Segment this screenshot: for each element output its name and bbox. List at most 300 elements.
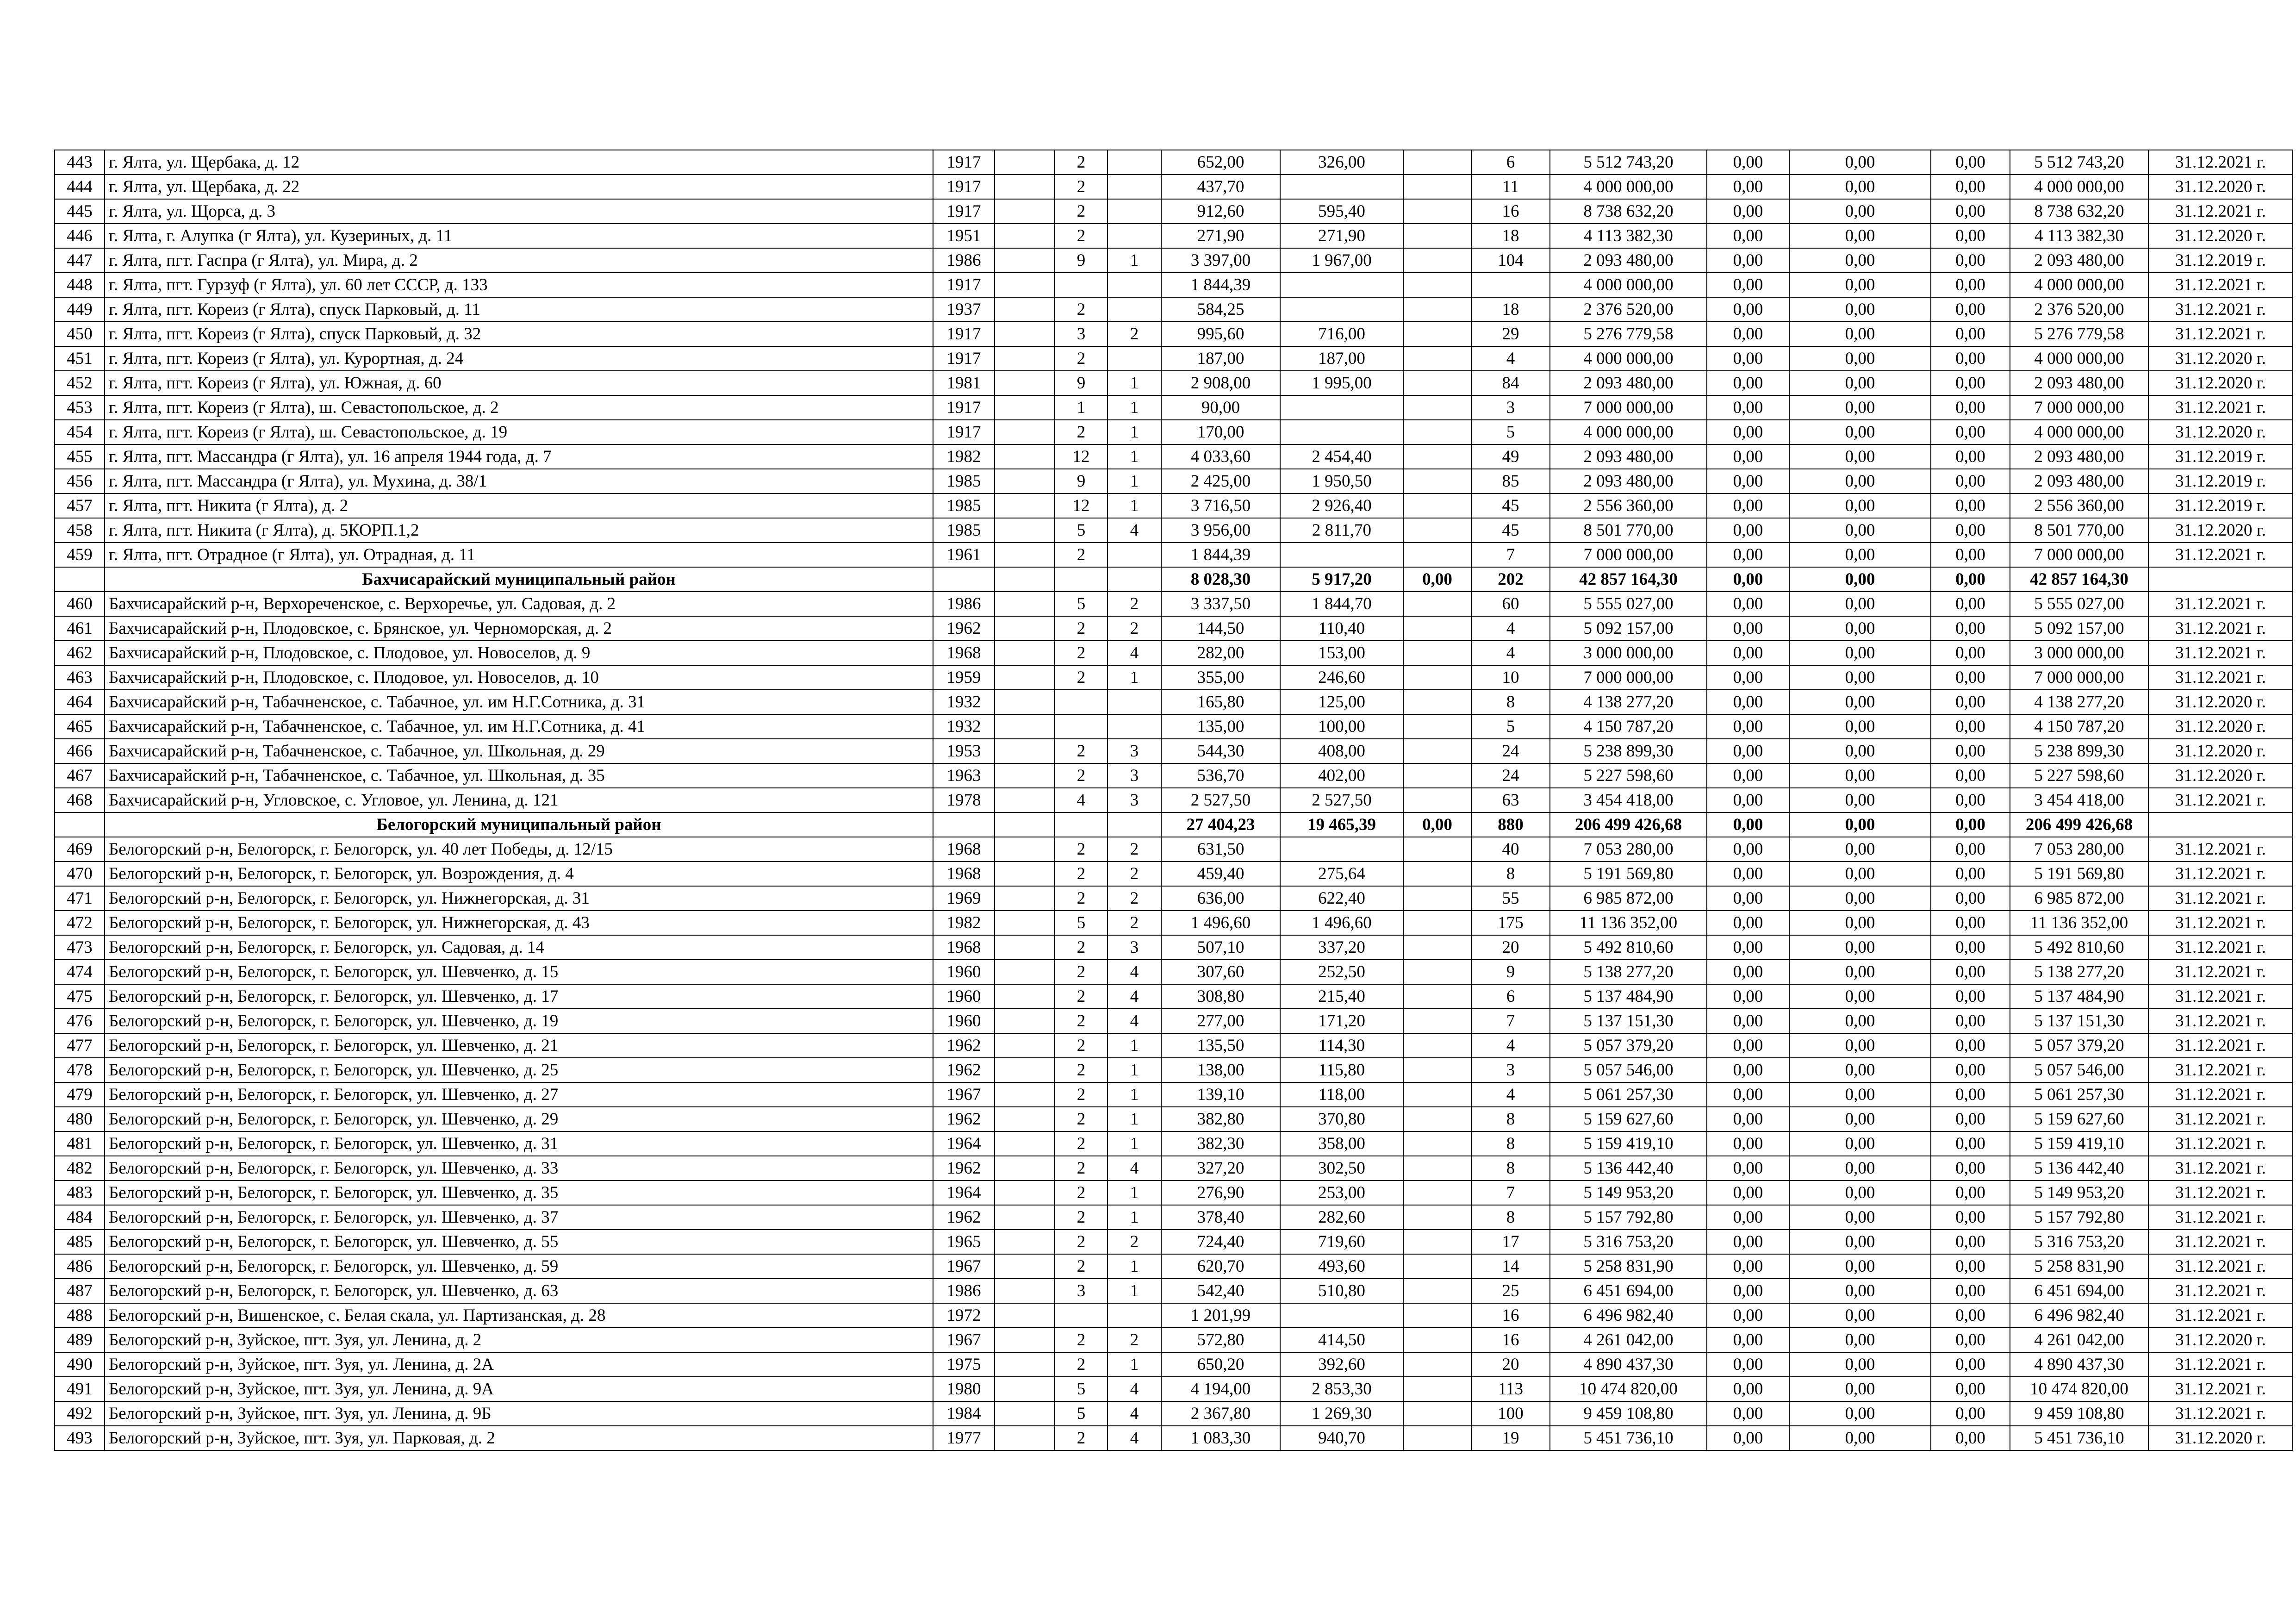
row-number-cell: 469 [55,837,105,862]
living-area-cell: 940,70 [1280,1426,1403,1450]
living-area-cell: 2 527,50 [1280,788,1403,812]
build-year-cell: 1969 [933,886,995,911]
entrances-cell [1108,224,1161,248]
table-row [55,469,2293,493]
repair-cost-cell: 2 093 480,00 [1550,469,1707,493]
column-8-cell [1403,1033,1471,1058]
fund-3-cell: 0,00 [1931,911,2010,935]
fund-2-cell: 0,00 [1789,1033,1931,1058]
build-year-cell: 1917 [933,273,995,297]
residents-cell: 5 [1471,714,1550,739]
repair-cost-cell: 7 000 000,00 [1550,395,1707,420]
fund-1-cell: 0,00 [1707,1131,1789,1156]
address-cell: Белогорский р-н, Белогорск, г. Белогорск, ул. Шевченко, д. 27 [105,1082,933,1107]
floors-cell [1055,812,1108,837]
column-8-cell [1403,616,1471,641]
fund-3-cell: 0,00 [1931,862,2010,886]
total-cost-cell: 4 000 000,00 [2010,273,2148,297]
residents-cell: 8 [1471,1156,1550,1181]
table-row [55,1033,2293,1058]
fund-1-cell: 0,00 [1707,1303,1789,1328]
living-area-cell: 1 950,50 [1280,469,1403,493]
address-cell: Белогорский р-н, Белогорск, г. Белогорск, ул. Садовая, д. 14 [105,935,933,960]
floors-cell: 2 [1055,616,1108,641]
floors-cell: 5 [1055,518,1108,543]
address-cell: Белогорский р-н, Белогорск, г. Белогорск, ул. Шевченко, д. 37 [105,1205,933,1230]
residents-cell: 24 [1471,739,1550,763]
living-area-cell: 408,00 [1280,739,1403,763]
floors-cell: 2 [1055,1082,1108,1107]
entrances-cell: 2 [1108,862,1161,886]
column-3-cell [995,739,1055,763]
entrances-cell: 1 [1108,1033,1161,1058]
column-8-cell [1403,641,1471,665]
total-area-cell: 3 716,50 [1161,493,1280,518]
floors-cell: 12 [1055,493,1108,518]
total-area-cell: 4 194,00 [1161,1377,1280,1401]
table-row [55,1009,2293,1033]
living-area-cell: 716,00 [1280,322,1403,346]
fund-1-cell: 0,00 [1707,1230,1789,1254]
total-area-cell: 3 337,50 [1161,592,1280,616]
fund-1-cell: 0,00 [1707,322,1789,346]
living-area-cell: 622,40 [1280,886,1403,911]
total-area-cell: 1 844,39 [1161,273,1280,297]
fund-2-cell: 0,00 [1789,1082,1931,1107]
completion-date-cell: 31.12.2021 г. [2148,788,2293,812]
completion-date-cell: 31.12.2021 г. [2148,395,2293,420]
living-area-cell: 5 917,20 [1280,567,1403,592]
floors-cell: 2 [1055,665,1108,690]
total-cost-cell: 2 093 480,00 [2010,469,2148,493]
address-cell: Бахчисарайский р-н, Угловское, с. Угловое, ул. Ленина, д. 121 [105,788,933,812]
address-cell: Белогорский р-н, Вишенское, с. Белая скала, ул. Партизанская, д. 28 [105,1303,933,1328]
living-area-cell: 2 454,40 [1280,444,1403,469]
total-area-cell: 631,50 [1161,837,1280,862]
repair-cost-cell: 2 093 480,00 [1550,444,1707,469]
total-cost-cell: 3 000 000,00 [2010,641,2148,665]
column-3-cell [995,714,1055,739]
build-year-cell: 1960 [933,984,995,1009]
total-cost-cell: 4 150 787,20 [2010,714,2148,739]
residents-cell: 8 [1471,1107,1550,1131]
total-cost-cell: 2 093 480,00 [2010,248,2148,273]
table-row [55,150,2293,175]
repair-cost-cell: 5 136 442,40 [1550,1156,1707,1181]
build-year-cell: 1968 [933,641,995,665]
row-number-cell: 452 [55,371,105,395]
residents-cell: 49 [1471,444,1550,469]
total-area-cell: 3 397,00 [1161,248,1280,273]
fund-2-cell: 0,00 [1789,1401,1931,1426]
build-year-cell: 1986 [933,1279,995,1303]
column-8-cell [1403,592,1471,616]
residents-cell: 880 [1471,812,1550,837]
floors-cell: 2 [1055,1205,1108,1230]
column-3-cell [995,567,1055,592]
column-8-cell [1403,886,1471,911]
completion-date-cell: 31.12.2021 г. [2148,1156,2293,1181]
residents-cell: 55 [1471,886,1550,911]
fund-2-cell: 0,00 [1789,150,1931,175]
repair-cost-cell: 6 496 982,40 [1550,1303,1707,1328]
column-3-cell [995,886,1055,911]
residents-cell: 45 [1471,493,1550,518]
fund-1-cell: 0,00 [1707,984,1789,1009]
column-3-cell [995,346,1055,371]
fund-1-cell: 0,00 [1707,862,1789,886]
fund-3-cell: 0,00 [1931,1181,2010,1205]
fund-3-cell: 0,00 [1931,297,2010,322]
living-area-cell: 275,64 [1280,862,1403,886]
living-area-cell [1280,297,1403,322]
repair-cost-cell: 5 138 277,20 [1550,960,1707,984]
column-8-cell: 0,00 [1403,567,1471,592]
build-year-cell: 1968 [933,935,995,960]
fund-1-cell: 0,00 [1707,935,1789,960]
fund-3-cell: 0,00 [1931,1205,2010,1230]
total-cost-cell: 7 053 280,00 [2010,837,2148,862]
row-number-cell: 476 [55,1009,105,1033]
living-area-cell: 114,30 [1280,1033,1403,1058]
fund-2-cell: 0,00 [1789,837,1931,862]
living-area-cell [1280,837,1403,862]
fund-3-cell: 0,00 [1931,739,2010,763]
fund-3-cell: 0,00 [1931,1377,2010,1401]
entrances-cell: 2 [1108,837,1161,862]
residents-cell: 45 [1471,518,1550,543]
total-area-cell: 170,00 [1161,420,1280,444]
floors-cell: 2 [1055,960,1108,984]
total-cost-cell: 2 093 480,00 [2010,444,2148,469]
total-cost-cell: 5 227 598,60 [2010,763,2148,788]
column-3-cell [995,543,1055,567]
fund-2-cell: 0,00 [1789,395,1931,420]
table-row [55,1082,2293,1107]
total-cost-cell: 5 159 627,60 [2010,1107,2148,1131]
column-3-cell [995,763,1055,788]
build-year-cell: 1962 [933,1205,995,1230]
total-cost-cell: 5 276 779,58 [2010,322,2148,346]
fund-2-cell: 0,00 [1789,641,1931,665]
table-row [55,960,2293,984]
total-cost-cell: 8 738 632,20 [2010,199,2148,224]
row-number-cell: 445 [55,199,105,224]
fund-3-cell: 0,00 [1931,1058,2010,1082]
fund-3-cell: 0,00 [1931,935,2010,960]
column-3-cell [995,837,1055,862]
entrances-cell: 2 [1108,911,1161,935]
entrances-cell: 1 [1108,1082,1161,1107]
table-row [55,346,2293,371]
total-cost-cell: 9 459 108,80 [2010,1401,2148,1426]
entrances-cell: 1 [1108,444,1161,469]
repair-cost-cell: 4 000 000,00 [1550,273,1707,297]
column-8-cell [1403,665,1471,690]
build-year-cell: 1917 [933,175,995,199]
fund-1-cell: 0,00 [1707,567,1789,592]
total-cost-cell: 7 000 000,00 [2010,395,2148,420]
fund-3-cell: 0,00 [1931,788,2010,812]
total-cost-cell: 2 093 480,00 [2010,371,2148,395]
build-year-cell: 1962 [933,1033,995,1058]
fund-1-cell: 0,00 [1707,911,1789,935]
completion-date-cell: 31.12.2021 г. [2148,911,2293,935]
column-8-cell [1403,1401,1471,1426]
total-cost-cell: 7 000 000,00 [2010,665,2148,690]
fund-2-cell: 0,00 [1789,616,1931,641]
column-8-cell [1403,175,1471,199]
completion-date-cell: 31.12.2021 г. [2148,1107,2293,1131]
column-3-cell [995,788,1055,812]
floors-cell: 2 [1055,1181,1108,1205]
column-8-cell [1403,199,1471,224]
total-cost-cell: 5 061 257,30 [2010,1082,2148,1107]
repair-cost-cell: 5 137 484,90 [1550,984,1707,1009]
fund-1-cell: 0,00 [1707,469,1789,493]
district-subtotal-row [55,567,2293,592]
column-8-cell [1403,911,1471,935]
address-cell: г. Ялта, пгт. Кореиз (г Ялта), спуск Парковый, д. 11 [105,297,933,322]
row-number-cell: 461 [55,616,105,641]
row-number-cell: 468 [55,788,105,812]
repair-cost-cell: 5 227 598,60 [1550,763,1707,788]
entrances-cell: 3 [1108,935,1161,960]
total-cost-cell: 4 000 000,00 [2010,175,2148,199]
build-year-cell: 1959 [933,665,995,690]
column-3-cell [995,175,1055,199]
fund-1-cell: 0,00 [1707,1401,1789,1426]
residents-cell: 16 [1471,1328,1550,1352]
fund-1-cell: 0,00 [1707,371,1789,395]
fund-2-cell: 0,00 [1789,567,1931,592]
repair-cost-cell: 11 136 352,00 [1550,911,1707,935]
completion-date-cell: 31.12.2020 г. [2148,371,2293,395]
living-area-cell [1280,395,1403,420]
repair-cost-cell: 5 092 157,00 [1550,616,1707,641]
address-cell: Бахчисарайский р-н, Табачненское, с. Табачное, ул. им Н.Г.Сотника, д. 41 [105,714,933,739]
column-8-cell [1403,1230,1471,1254]
living-area-cell: 1 844,70 [1280,592,1403,616]
column-3-cell [995,1254,1055,1279]
floors-cell [1055,714,1108,739]
repair-cost-cell: 4 113 382,30 [1550,224,1707,248]
entrances-cell: 4 [1108,641,1161,665]
entrances-cell: 1 [1108,420,1161,444]
fund-1-cell: 0,00 [1707,1254,1789,1279]
total-cost-cell: 5 137 484,90 [2010,984,2148,1009]
completion-date-cell: 31.12.2019 г. [2148,469,2293,493]
row-number-cell: 491 [55,1377,105,1401]
address-cell: Белогорский р-н, Белогорск, г. Белогорск, ул. Шевченко, д. 25 [105,1058,933,1082]
fund-2-cell: 0,00 [1789,1303,1931,1328]
fund-1-cell: 0,00 [1707,1426,1789,1450]
column-3-cell [995,297,1055,322]
repair-cost-cell: 5 149 953,20 [1550,1181,1707,1205]
row-number-cell: 463 [55,665,105,690]
entrances-cell: 4 [1108,960,1161,984]
fund-3-cell: 0,00 [1931,371,2010,395]
fund-2-cell: 0,00 [1789,175,1931,199]
fund-1-cell: 0,00 [1707,1181,1789,1205]
repair-cost-cell: 5 159 419,10 [1550,1131,1707,1156]
table-row [55,837,2293,862]
table-row [55,297,2293,322]
build-year-cell: 1967 [933,1254,995,1279]
column-3-cell [995,1131,1055,1156]
living-area-cell: 493,60 [1280,1254,1403,1279]
address-cell: Белогорский р-н, Зуйское, пгт. Зуя, ул. Ленина, д. 2А [105,1352,933,1377]
repair-cost-cell: 8 501 770,00 [1550,518,1707,543]
build-year-cell: 1978 [933,788,995,812]
entrances-cell: 2 [1108,886,1161,911]
column-3-cell [995,469,1055,493]
build-year-cell: 1953 [933,739,995,763]
build-year-cell: 1981 [933,371,995,395]
column-3-cell [995,395,1055,420]
column-3-cell [995,1230,1055,1254]
fund-1-cell: 0,00 [1707,444,1789,469]
completion-date-cell: 31.12.2021 г. [2148,1033,2293,1058]
completion-date-cell: 31.12.2021 г. [2148,1009,2293,1033]
completion-date-cell [2148,567,2293,592]
build-year-cell: 1917 [933,395,995,420]
fund-2-cell: 0,00 [1789,984,1931,1009]
column-8-cell [1403,788,1471,812]
floors-cell: 3 [1055,1279,1108,1303]
entrances-cell: 1 [1108,1107,1161,1131]
fund-1-cell: 0,00 [1707,763,1789,788]
table-row [55,739,2293,763]
fund-2-cell: 0,00 [1789,420,1931,444]
residents-cell: 18 [1471,224,1550,248]
residents-cell [1471,273,1550,297]
total-cost-cell: 5 451 736,10 [2010,1426,2148,1450]
table-row [55,592,2293,616]
fund-1-cell: 0,00 [1707,788,1789,812]
address-cell: Белогорский р-н, Зуйское, пгт. Зуя, ул. Ленина, д. 9А [105,1377,933,1401]
fund-3-cell: 0,00 [1931,1279,2010,1303]
column-3-cell [995,371,1055,395]
column-8-cell [1403,1156,1471,1181]
table-row [55,1058,2293,1082]
total-cost-cell: 4 890 437,30 [2010,1352,2148,1377]
table-row [55,1328,2293,1352]
row-number-cell: 485 [55,1230,105,1254]
entrances-cell: 1 [1108,1181,1161,1205]
repair-cost-cell: 9 459 108,80 [1550,1401,1707,1426]
column-8-cell [1403,1377,1471,1401]
column-3-cell [995,1377,1055,1401]
total-area-cell: 459,40 [1161,862,1280,886]
fund-3-cell: 0,00 [1931,420,2010,444]
build-year-cell: 1967 [933,1328,995,1352]
fund-3-cell: 0,00 [1931,1328,2010,1352]
living-area-cell [1280,420,1403,444]
residents-cell: 84 [1471,371,1550,395]
address-cell: г. Ялта, г. Алупка (г Ялта), ул. Кузериных, д. 11 [105,224,933,248]
residents-cell: 16 [1471,199,1550,224]
fund-2-cell: 0,00 [1789,297,1931,322]
total-area-cell: 544,30 [1161,739,1280,763]
row-number-cell: 462 [55,641,105,665]
repair-cost-cell: 4 000 000,00 [1550,346,1707,371]
total-area-cell: 542,40 [1161,1279,1280,1303]
fund-2-cell: 0,00 [1789,1181,1931,1205]
column-8-cell [1403,1205,1471,1230]
completion-date-cell: 31.12.2021 г. [2148,1279,2293,1303]
total-cost-cell: 5 057 546,00 [2010,1058,2148,1082]
entrances-cell: 2 [1108,616,1161,641]
floors-cell: 2 [1055,984,1108,1009]
entrances-cell: 4 [1108,1156,1161,1181]
living-area-cell: 253,00 [1280,1181,1403,1205]
build-year-cell: 1932 [933,714,995,739]
entrances-cell: 1 [1108,1131,1161,1156]
total-area-cell: 636,00 [1161,886,1280,911]
column-3-cell [995,1279,1055,1303]
column-8-cell [1403,1107,1471,1131]
address-cell: Белогорский р-н, Белогорск, г. Белогорск, ул. 40 лет Победы, д. 12/15 [105,837,933,862]
fund-3-cell: 0,00 [1931,886,2010,911]
row-number-cell: 464 [55,690,105,714]
completion-date-cell: 31.12.2021 г. [2148,199,2293,224]
column-8-cell [1403,224,1471,248]
fund-2-cell: 0,00 [1789,1058,1931,1082]
total-area-cell: 437,70 [1161,175,1280,199]
fund-1-cell: 0,00 [1707,493,1789,518]
living-area-cell: 337,20 [1280,935,1403,960]
entrances-cell: 1 [1108,1205,1161,1230]
entrances-cell [1108,543,1161,567]
completion-date-cell: 31.12.2021 г. [2148,641,2293,665]
entrances-cell [1108,346,1161,371]
entrances-cell [1108,1303,1161,1328]
fund-3-cell: 0,00 [1931,518,2010,543]
column-8-cell [1403,346,1471,371]
table-row [55,199,2293,224]
address-cell: г. Ялта, пгт. Кореиз (г Ялта), ул. Южная, д. 60 [105,371,933,395]
completion-date-cell: 31.12.2019 г. [2148,444,2293,469]
living-area-cell: 252,50 [1280,960,1403,984]
table-row [55,862,2293,886]
floors-cell: 9 [1055,371,1108,395]
fund-3-cell: 0,00 [1931,1107,2010,1131]
row-number-cell: 455 [55,444,105,469]
row-number-cell: 443 [55,150,105,175]
residents-cell: 29 [1471,322,1550,346]
repair-cost-cell: 206 499 426,68 [1550,812,1707,837]
row-number-cell: 482 [55,1156,105,1181]
document-page [54,150,2266,1451]
column-3-cell [995,1401,1055,1426]
column-3-cell [995,911,1055,935]
repair-cost-cell: 5 137 151,30 [1550,1009,1707,1033]
fund-2-cell: 0,00 [1789,273,1931,297]
residents-cell: 202 [1471,567,1550,592]
total-area-cell: 2 367,80 [1161,1401,1280,1426]
entrances-cell: 1 [1108,1254,1161,1279]
fund-1-cell: 0,00 [1707,616,1789,641]
build-year-cell: 1917 [933,322,995,346]
address-cell: г. Ялта, пгт. Массандра (г Ялта), ул. 16 апреля 1944 года, д. 7 [105,444,933,469]
residents-cell: 18 [1471,297,1550,322]
row-number-cell: 458 [55,518,105,543]
column-3-cell [995,248,1055,273]
fund-3-cell: 0,00 [1931,984,2010,1009]
build-year-cell: 1964 [933,1181,995,1205]
build-year-cell: 1963 [933,763,995,788]
